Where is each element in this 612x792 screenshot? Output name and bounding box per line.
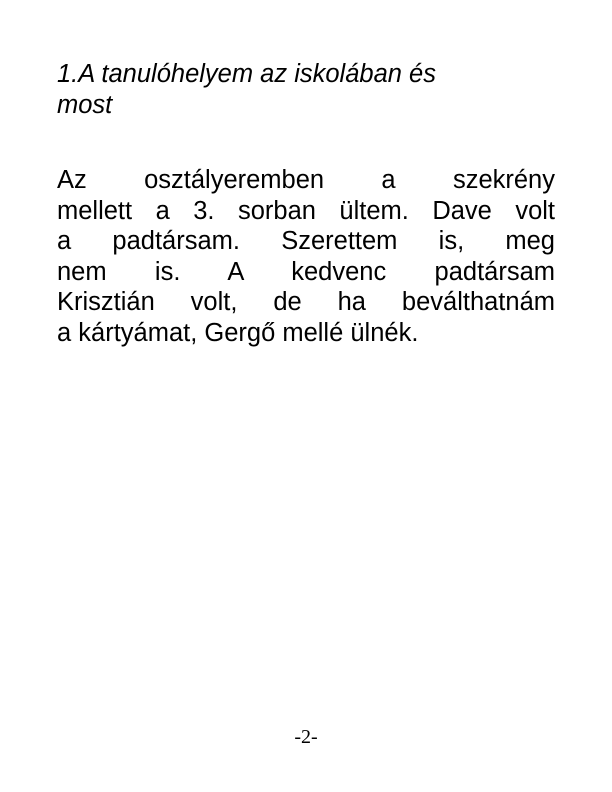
section-heading: [57, 59, 557, 121]
paragraph-line-6: a kártyámat, Gergő mellé ülnék.: [57, 318, 419, 347]
page-number: -2-: [294, 726, 318, 748]
paragraph-line-1: Az osztályeremben a szekrény: [57, 166, 555, 194]
paragraph-line-4: nem is. A kedvenc padtársam: [57, 257, 555, 286]
paragraph-line-3: a padtársam. Szerettem is, meg: [57, 227, 555, 255]
paragraph-line-2: mellett a 3. sorban ültem. Dave volt: [57, 196, 555, 225]
heading-line-2: most: [57, 91, 113, 119]
paragraph-line-5: Krisztián volt, de ha beválthatnám: [57, 288, 555, 316]
heading-line-1: 1.A tanulóhelyem az iskolában és: [57, 60, 436, 88]
body-paragraph: [57, 165, 555, 348]
